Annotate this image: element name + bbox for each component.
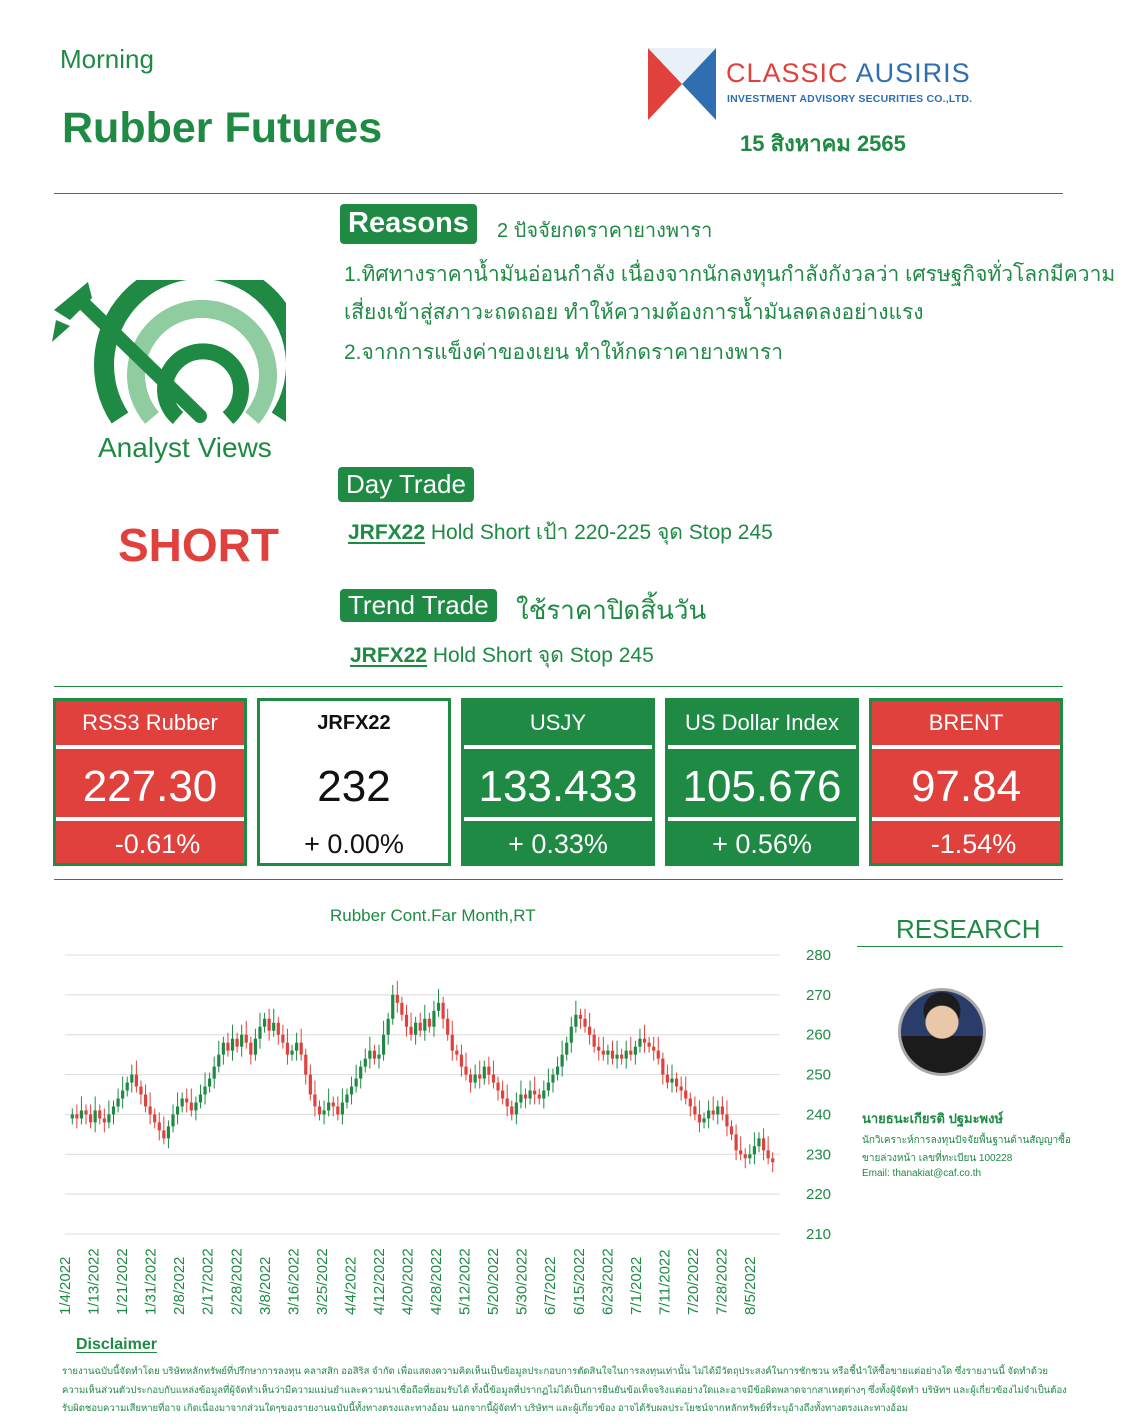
candle-body <box>153 1114 156 1122</box>
candle-body <box>725 1114 728 1126</box>
candle-body <box>428 1019 431 1027</box>
candle-body <box>675 1079 678 1087</box>
candle-body <box>579 1015 582 1019</box>
x-tick-label: 4/28/2022 <box>428 1248 446 1315</box>
candle-body <box>638 1039 641 1047</box>
x-tick-label: 6/7/2022 <box>542 1256 560 1315</box>
candle-body <box>158 1122 161 1130</box>
card-label: BRENT <box>928 710 1004 735</box>
candle-body <box>446 1019 449 1035</box>
candle-body <box>419 1023 422 1031</box>
x-tick-label: 6/15/2022 <box>570 1248 588 1315</box>
reason-line: 1.ทิศทางราคาน้ำมันอ่อนกำลัง เนื่องจากนักลงทุนกำลังกังวลว่า เศรษฐกิจทั่วโลกมีความ <box>344 263 1116 286</box>
divider <box>54 879 1063 880</box>
candle-body <box>144 1095 147 1107</box>
reason-line: 2.จากการแข็งค่าของเยน ทำให้กดราคายางพารา <box>344 341 784 364</box>
candle-body <box>80 1110 83 1118</box>
disclaimer-title: Disclaimer <box>76 1336 157 1353</box>
candle-body <box>116 1098 119 1106</box>
card-change: + 0.33% <box>508 829 608 859</box>
candle-body <box>515 1102 518 1114</box>
candle-body <box>611 1051 614 1059</box>
candle-body <box>753 1146 756 1154</box>
candle-body <box>268 1019 271 1031</box>
candle-body <box>716 1106 719 1114</box>
candle-body <box>364 1059 367 1067</box>
candle-body <box>528 1091 531 1099</box>
candle-body <box>171 1114 174 1126</box>
candle-body <box>561 1055 564 1067</box>
candle-body <box>524 1095 527 1099</box>
candle-body <box>290 1051 293 1055</box>
candle-body <box>583 1019 586 1027</box>
x-tick-label: 8/5/2022 <box>742 1256 759 1315</box>
candle-body <box>185 1098 188 1102</box>
candle-body <box>629 1051 632 1055</box>
candle-body <box>231 1039 234 1051</box>
candle-body <box>162 1130 165 1138</box>
candle-body <box>368 1051 371 1059</box>
candle-body <box>263 1019 266 1027</box>
candle-body <box>194 1102 197 1110</box>
y-tick-label: 270 <box>806 986 832 1004</box>
trend-trade-note: ใช้ราคาปิดสิ้นวัน <box>516 595 707 625</box>
candle-body <box>341 1102 344 1114</box>
y-tick-label: 240 <box>806 1106 832 1124</box>
market-card-rss3 <box>53 698 247 866</box>
trend-trade-line <box>350 639 654 672</box>
candle-body <box>286 1043 289 1055</box>
candle-body <box>496 1083 499 1091</box>
y-tick-label: 210 <box>806 1226 832 1243</box>
candle-body <box>345 1095 348 1103</box>
candle-body <box>304 1055 307 1075</box>
candle-body <box>702 1118 705 1122</box>
session-label: Morning <box>60 44 154 74</box>
candle-body <box>373 1051 376 1059</box>
candle-body <box>336 1106 339 1114</box>
candle-body <box>684 1091 687 1099</box>
card-change: -1.54% <box>915 829 1017 859</box>
card-change: + 0.00% <box>304 829 404 859</box>
candle-body <box>423 1019 426 1031</box>
candle-body <box>322 1110 325 1114</box>
candle-body <box>414 1023 417 1035</box>
market-card-usjy <box>461 698 655 866</box>
candle-body <box>254 1039 257 1055</box>
trend-trade-pill: Trend Trade <box>340 589 497 622</box>
candle-body <box>712 1110 715 1114</box>
analyst-views-label: Analyst Views <box>98 432 272 463</box>
candle-body <box>588 1027 591 1035</box>
candle-body <box>190 1102 193 1110</box>
x-tick-label: 1/4/2022 <box>57 1256 74 1315</box>
candle-body <box>648 1043 651 1047</box>
candle-body <box>199 1095 202 1103</box>
candle-body <box>551 1075 554 1083</box>
day-trade-line <box>348 516 773 549</box>
candle-body <box>657 1051 660 1059</box>
y-tick-label: 230 <box>806 1146 832 1164</box>
card-label: US Dollar Index <box>684 710 840 735</box>
disclaimer-line: รับผิดชอบความเสียหายที่อาจ เกิดเนื่องมาจากส่วนใดๆของรายงานฉบับนี้ทั้งทางตรงและทางอ้อม นอกจากนี้ผู้จัดทำ บริษัทฯ และผู้เกี่ยวข้อง อาจได้รับผลประโยชน์จากหลักทรัพย์ที่ระบุอ้างถึงทั้งทางตรงและทางอ้อม <box>62 1403 909 1414</box>
trend-trade-text: Hold Short จุด Stop 245 <box>427 644 654 667</box>
candle-body <box>245 1035 248 1043</box>
candle-body <box>112 1106 115 1114</box>
x-tick-label: 4/4/2022 <box>342 1256 360 1315</box>
candle-body <box>176 1106 179 1114</box>
report-date: 15 สิงหาคม 2565 <box>740 131 906 156</box>
candle-body <box>460 1055 463 1067</box>
candle-body <box>71 1114 74 1118</box>
candle-body <box>235 1039 238 1047</box>
candle-body <box>652 1047 655 1051</box>
candle-body <box>300 1043 303 1055</box>
candle-body <box>355 1079 358 1087</box>
x-tick-label: 1/31/2022 <box>142 1248 160 1315</box>
candle-body <box>451 1035 454 1051</box>
candle-body <box>767 1150 770 1158</box>
company-subtitle: INVESTMENT ADVISORY SECURITIES CO.,LTD. <box>727 93 973 105</box>
candle-body <box>739 1150 742 1154</box>
candle-body <box>565 1043 568 1055</box>
reasons-title: 2 ปัจจัยกดราคายางพารา <box>497 220 713 242</box>
day-trade-text: Hold Short เป้า 220-225 จุด Stop 245 <box>425 521 773 544</box>
y-tick-label: 260 <box>806 1026 832 1044</box>
company-name <box>726 58 971 89</box>
x-tick-label: 2/8/2022 <box>171 1256 189 1315</box>
x-tick-label: 3/25/2022 <box>313 1248 331 1315</box>
card-value: 133.433 <box>478 762 638 811</box>
candle-body <box>327 1102 330 1110</box>
candle-body <box>693 1106 696 1114</box>
candle-body <box>281 1035 284 1043</box>
card-value: 232 <box>317 762 391 811</box>
analyst-email[interactable]: Email: thanakiat@caf.co.th <box>862 1168 982 1179</box>
x-tick-label: 7/28/2022 <box>713 1248 731 1315</box>
y-tick-label: 250 <box>806 1066 832 1084</box>
candle-body <box>510 1106 513 1114</box>
candle-body <box>748 1154 751 1158</box>
candle-body <box>574 1015 577 1027</box>
x-tick-label: 7/11/2022 <box>656 1249 674 1315</box>
candle-body <box>203 1087 206 1095</box>
x-tick-label: 5/20/2022 <box>485 1248 503 1315</box>
card-value: 97.84 <box>910 762 1022 811</box>
candle-body <box>689 1098 692 1106</box>
candle-body <box>240 1035 243 1047</box>
analyst-role: นักวิเคราะห์การลงทุนปัจจัยพื้นฐานด้านสัญญาซื้อ <box>862 1135 1071 1146</box>
candle-body <box>707 1110 710 1118</box>
candle-body <box>126 1083 129 1091</box>
candle-body <box>377 1055 380 1059</box>
candle-body <box>382 1035 385 1055</box>
candle-body <box>615 1055 618 1059</box>
candle-body <box>405 1015 408 1027</box>
candle-body <box>625 1051 628 1059</box>
card-change: + 0.56% <box>712 829 812 859</box>
y-tick-label: 220 <box>806 1186 832 1204</box>
trend-trade-symbol: JRFX22 <box>350 644 428 667</box>
candle-body <box>734 1134 737 1150</box>
candle-body <box>487 1067 490 1075</box>
candle-body <box>519 1095 522 1103</box>
candle-body <box>606 1051 609 1055</box>
candle-body <box>139 1087 142 1095</box>
candle-body <box>258 1027 261 1039</box>
candle-body <box>437 1003 440 1011</box>
x-tick-label: 7/1/2022 <box>627 1256 645 1315</box>
candle-body <box>670 1079 673 1083</box>
x-tick-label: 5/12/2022 <box>456 1248 474 1315</box>
divider <box>857 946 1063 947</box>
x-tick-label: 3/16/2022 <box>285 1248 303 1315</box>
candle-body <box>272 1023 275 1031</box>
market-card-brent <box>869 698 1063 866</box>
candle-body <box>492 1075 495 1083</box>
candle-body <box>506 1098 509 1106</box>
research-heading: RESEARCH <box>896 914 1041 944</box>
company-name-part-b: AUSIRIS <box>855 58 971 88</box>
candle-body <box>121 1091 124 1099</box>
candle-body <box>295 1043 298 1051</box>
signal-badge: SHORT <box>118 519 279 571</box>
card-label: JRFX22 <box>317 712 391 734</box>
candle-body <box>396 995 399 1003</box>
candle-body <box>149 1106 152 1114</box>
chart-title: Rubber Cont.Far Month,RT <box>330 906 536 925</box>
candle-body <box>757 1138 760 1146</box>
candle-body <box>666 1075 669 1083</box>
disclaimer-line: ความเห็นส่วนตัวประกอบกับแหล่งข้อมูลที่ผู้จัดทำเห็นว่ามีความแม่นยำและความน่าเชื่อถือที่ยอมรับได้ ทั้งนี้ข้อมูลที่ปรากฏไม่ได้เป็นการยืนยันข้อเท็จจริงแต่อย่างใดและอาจมีข้อผิดพลาดจากสาเหตุต่างๆ ซึ่งทั้งผู้จัดทำ บริษัทฯ และผู้เกี่ยวข้องไม่จำเป็นต้อง <box>62 1385 1067 1396</box>
candle-body <box>213 1067 216 1079</box>
candle-body <box>226 1043 229 1051</box>
market-card-dxy <box>665 698 859 866</box>
x-tick-label: 3/8/2022 <box>256 1256 274 1315</box>
candle-body <box>538 1095 541 1099</box>
candle-body <box>474 1075 477 1083</box>
candle-body <box>350 1087 353 1095</box>
analyst-license: ขายล่วงหน้า เลขที่ทะเบียน 100228 <box>862 1153 1013 1164</box>
reason-line: เสี่ยงเข้าสู่สภาวะถดถอย ทำให้ความต้องการน้ำมันลดลงอย่างแรง <box>344 301 924 324</box>
candle-body <box>547 1083 550 1091</box>
candle-body <box>730 1126 733 1134</box>
x-tick-label: 4/20/2022 <box>399 1248 417 1315</box>
reasons-pill: Reasons <box>340 204 477 244</box>
candle-body <box>542 1091 545 1099</box>
candle-body <box>661 1059 664 1075</box>
candle-body <box>602 1051 605 1055</box>
candle-body <box>309 1075 312 1095</box>
day-trade-symbol: JRFX22 <box>348 521 426 544</box>
y-tick-label: 280 <box>806 947 832 964</box>
candle-body <box>222 1043 225 1055</box>
candle-body <box>167 1126 170 1138</box>
candle-body <box>391 995 394 1019</box>
x-tick-label: 2/17/2022 <box>199 1248 217 1315</box>
candle-body <box>478 1075 481 1079</box>
candle-body <box>698 1114 701 1122</box>
candle-body <box>501 1091 504 1099</box>
candle-body <box>249 1043 252 1055</box>
candle-body <box>620 1055 623 1059</box>
market-card-jrfx22 <box>257 698 451 866</box>
candle-body <box>680 1087 683 1091</box>
candle-body <box>208 1079 211 1087</box>
candle-body <box>597 1047 600 1051</box>
disclaimer-line: รายงานฉบับนี้จัดทำโดย บริษัทหลักทรัพย์ที่ปรึกษาการลงทุน คลาสสิก ออสิริส จำกัด เพื่อแสดงความคิดเห็นเป็นข้อมูลประกอบการตัดสินใจในการลงทุนเท่านั้น ไม่ได้มีวัตถุประสงค์ในการชักชวน หรือชี้นำให้ซื้อขายแต่อย่างใด ซึ่งรายงานนี้ จัดทำด้วย <box>62 1366 1048 1377</box>
analyst-avatar <box>898 988 986 1076</box>
candle-body <box>217 1055 220 1067</box>
candle-body <box>75 1114 78 1118</box>
card-label: RSS3 Rubber <box>82 710 218 735</box>
candle-body <box>103 1118 106 1122</box>
candle-body <box>387 1019 390 1035</box>
x-tick-label: 2/28/2022 <box>228 1248 246 1315</box>
company-name-part-a: CLASSIC <box>726 58 849 88</box>
candle-body <box>98 1110 101 1118</box>
card-label: USJY <box>529 710 587 735</box>
card-value: 227.30 <box>82 762 218 811</box>
divider <box>54 686 1063 687</box>
x-tick-label: 7/20/2022 <box>684 1248 702 1315</box>
candle-body <box>762 1138 765 1150</box>
candle-body <box>84 1110 87 1114</box>
x-tick-label: 4/12/2022 <box>370 1248 388 1315</box>
card-value: 105.676 <box>682 762 842 811</box>
x-tick-label: 6/23/2022 <box>599 1248 617 1315</box>
candle-body <box>455 1051 458 1055</box>
day-trade-pill: Day Trade <box>338 467 474 502</box>
candle-body <box>432 1011 435 1027</box>
candle-body <box>313 1095 316 1107</box>
candle-body <box>400 1003 403 1015</box>
candle-body <box>130 1075 133 1083</box>
candle-body <box>181 1098 184 1106</box>
analyst-name: นายธนะเกียรติ ปฐมะพงษ์ <box>862 1111 1004 1126</box>
candle-body <box>441 1003 444 1019</box>
company-logo-icon <box>648 48 716 120</box>
candle-body <box>771 1158 774 1162</box>
candle-body <box>533 1091 536 1095</box>
candle-body <box>318 1106 321 1114</box>
candle-body <box>332 1102 335 1106</box>
candle-body <box>556 1067 559 1075</box>
divider <box>54 193 1063 194</box>
candle-body <box>107 1114 110 1122</box>
candle-body <box>409 1027 412 1035</box>
x-tick-label: 1/21/2022 <box>114 1248 132 1315</box>
candle-body <box>359 1067 362 1079</box>
candle-body <box>94 1110 97 1122</box>
candle-body <box>277 1023 280 1035</box>
candle-body <box>135 1075 138 1087</box>
card-change: -0.61% <box>99 829 201 859</box>
candle-body <box>464 1067 467 1075</box>
price-chart <box>40 935 840 1335</box>
x-tick-label: 1/13/2022 <box>85 1248 103 1315</box>
candle-body <box>593 1035 596 1047</box>
candle-body <box>634 1047 637 1055</box>
page-title: Rubber Futures <box>62 104 383 152</box>
candle-body <box>643 1039 646 1043</box>
x-tick-label: 5/30/2022 <box>513 1248 531 1315</box>
candle-body <box>744 1154 747 1158</box>
candle-body <box>483 1067 486 1079</box>
candle-body <box>570 1027 573 1043</box>
candle-body <box>469 1075 472 1083</box>
candle-body <box>721 1106 724 1114</box>
candle-body <box>89 1114 92 1122</box>
